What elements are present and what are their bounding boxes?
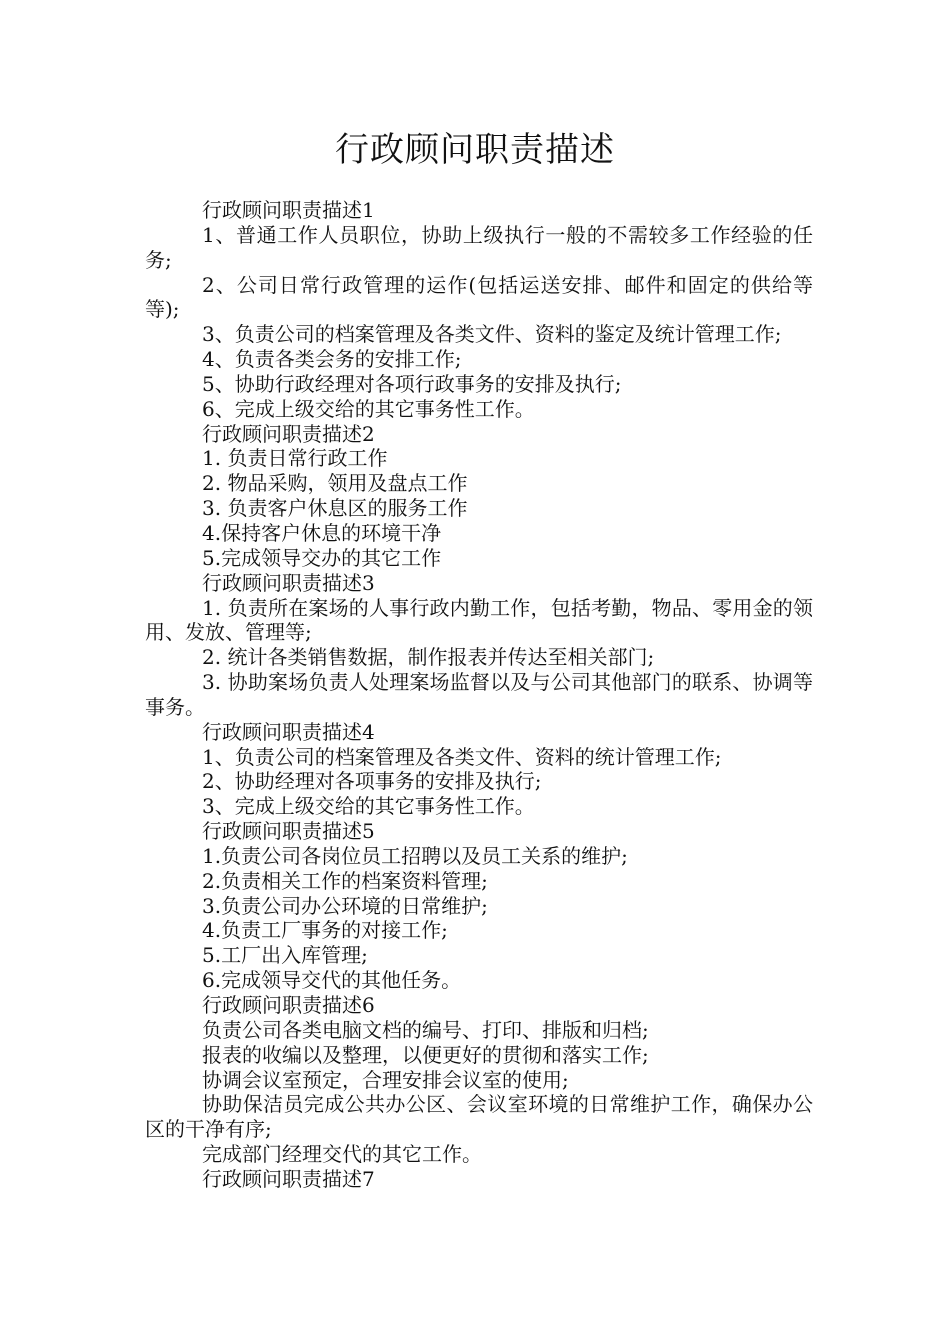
- list-item: 协调会议室预定，合理安排会议室的使用;: [202, 1067, 569, 1092]
- section-heading-3: 行政顾问职责描述3: [202, 570, 375, 595]
- list-item: 3、负责公司的档案管理及各类文件、资料的鉴定及统计管理工作;: [202, 322, 782, 347]
- list-item: 4.保持客户休息的环境干净: [202, 520, 442, 545]
- list-item: 4.负责工厂事务的对接工作;: [202, 918, 448, 943]
- list-item: 3. 协助案场负责人处理案场监督以及与公司其他部门的联系、协调等事务。: [145, 670, 813, 719]
- section-heading-6: 行政顾问职责描述6: [202, 993, 375, 1017]
- list-item: 5、协助行政经理对各项行政事务的安排及执行;: [202, 371, 622, 396]
- list-item: 2、公司日常行政管理的运作(包括运送安排、邮件和固定的供给等等);: [145, 272, 813, 322]
- list-item: 1. 负责日常行政工作: [202, 446, 388, 471]
- list-item: 1、负责公司的档案管理及各类文件、资料的统计管理工作;: [202, 744, 722, 769]
- section-heading-4: 行政顾问职责描述4: [202, 719, 375, 744]
- section-heading-2: 行政顾问职责描述2: [202, 421, 375, 446]
- list-item: 2. 物品采购，领用及盘点工作: [202, 471, 468, 496]
- list-item: 1. 负责所在案场的人事行政内勤工作，包括考勤，物品、零用金的领用、发放、管理等;: [145, 595, 813, 645]
- list-item: 1、普通工作人员职位，协助上级执行一般的不需较多工作经验的任务;: [145, 222, 813, 272]
- list-item: 6.完成领导交代的其他任务。: [202, 968, 462, 993]
- list-item: 报表的收编以及整理，以便更好的贯彻和落实工作;: [202, 1042, 649, 1067]
- list-item: 2、协助经理对各项事务的安排及执行;: [202, 769, 542, 794]
- list-item: 3. 负责客户休息区的服务工作: [202, 496, 468, 521]
- list-item: 负责公司各类电脑文档的编号、打印、排版和归档;: [202, 1017, 649, 1042]
- list-item: 3、完成上级交给的其它事务性工作。: [202, 794, 535, 819]
- section-heading-1: 行政顾问职责描述1: [202, 198, 375, 222]
- section-heading-5: 行政顾问职责描述5: [202, 819, 375, 844]
- list-item: 5.完成领导交办的其它工作: [202, 545, 442, 570]
- list-item: 2. 统计各类销售数据，制作报表并传达至相关部门;: [202, 645, 655, 670]
- document-body: [145, 198, 813, 1192]
- list-item: 协助保洁员完成公共办公区、会议室环境的日常维护工作，确保办公区的干净有序;: [145, 1092, 813, 1142]
- list-item: 完成部门经理交代的其它工作。: [202, 1142, 482, 1167]
- list-item: 2.负责相关工作的档案资料管理;: [202, 868, 488, 893]
- list-item: 4、负责各类会务的安排工作;: [202, 347, 462, 372]
- list-item: 1.负责公司各岗位员工招聘以及员工关系的维护;: [202, 843, 628, 868]
- list-item: 6、完成上级交给的其它事务性工作。: [202, 396, 535, 421]
- list-item: 3.负责公司办公环境的日常维护;: [202, 893, 488, 918]
- page-title: 行政顾问职责描述: [335, 130, 615, 170]
- section-heading-7: 行政顾问职责描述7: [202, 1166, 375, 1191]
- list-item: 5.工厂出入库管理;: [202, 943, 368, 968]
